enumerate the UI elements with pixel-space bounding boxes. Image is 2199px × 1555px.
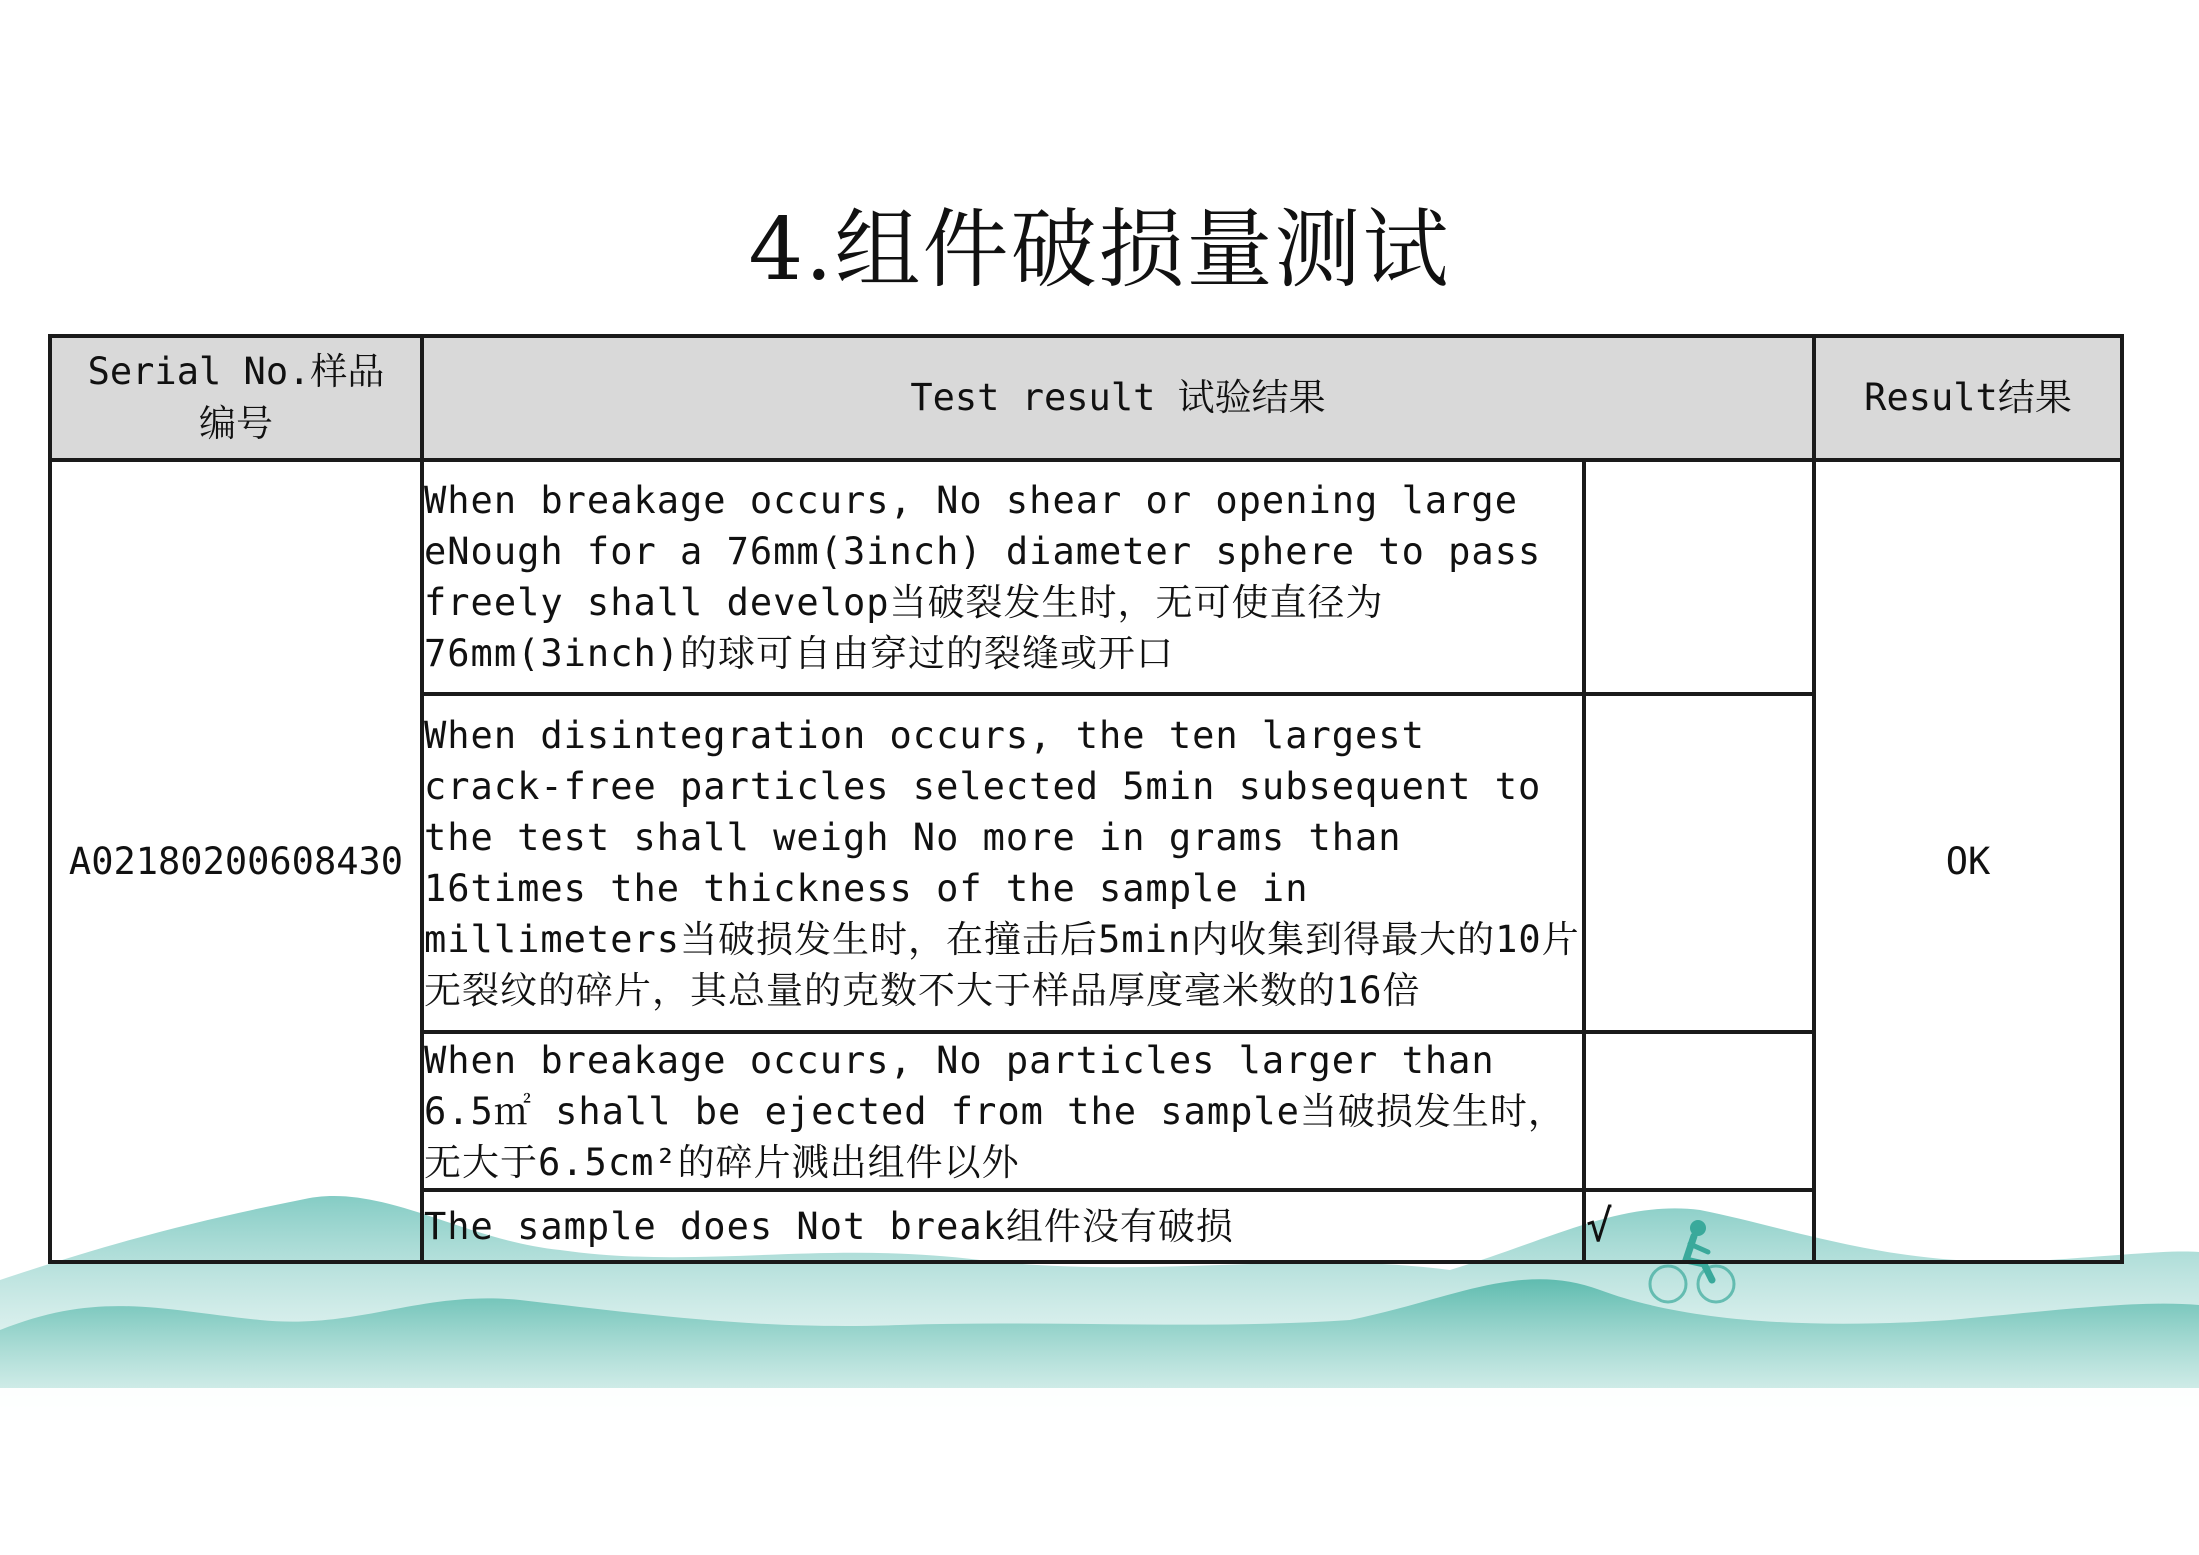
page-title: 4.组件破损量测试 [748, 200, 1451, 300]
serial-number-cell: A02180200608430 [50, 460, 422, 1262]
header-row [50, 336, 2122, 460]
test-result-table [48, 334, 2124, 1264]
criterion-mark [1584, 460, 1814, 694]
criterion-mark [1584, 1032, 1814, 1190]
criterion-text: When disintegration occurs, the ten largest crack-free particles selected 5min subsequent to the test shall weigh No more in grams than 16times the thickness of the sample in millimeters当破损发生时，在撞击后5min内收集到得最大的10片无裂纹的碎片，其总量的克数不大于样品厚度毫米数的16倍 [422, 694, 1584, 1032]
criterion-text: When breakage occurs, No particles larger than 6.5㎡ shall be ejected from the sample当破损发生时，无大于6.5cm²的碎片溅出组件以外 [422, 1032, 1584, 1190]
criterion-row [50, 460, 2122, 694]
serial-number-header: Serial No.样品编号 [50, 336, 422, 460]
criterion-mark [1584, 694, 1814, 1032]
criterion-text: When breakage occurs, No shear or opening large eNough for a 76mm(3inch) diameter sphere to pass freely shall develop当破裂发生时，无可使直径为76mm(3inch)的球可自由穿过的裂缝或开口 [422, 460, 1584, 694]
test-result-header: Test result 试验结果 [422, 336, 1814, 460]
result-cell: OK [1814, 460, 2122, 1262]
result-header: Result结果 [1814, 336, 2122, 460]
criterion-text: The sample does Not break组件没有破损 [422, 1190, 1584, 1262]
check-mark-icon: √ [1584, 1190, 1814, 1262]
